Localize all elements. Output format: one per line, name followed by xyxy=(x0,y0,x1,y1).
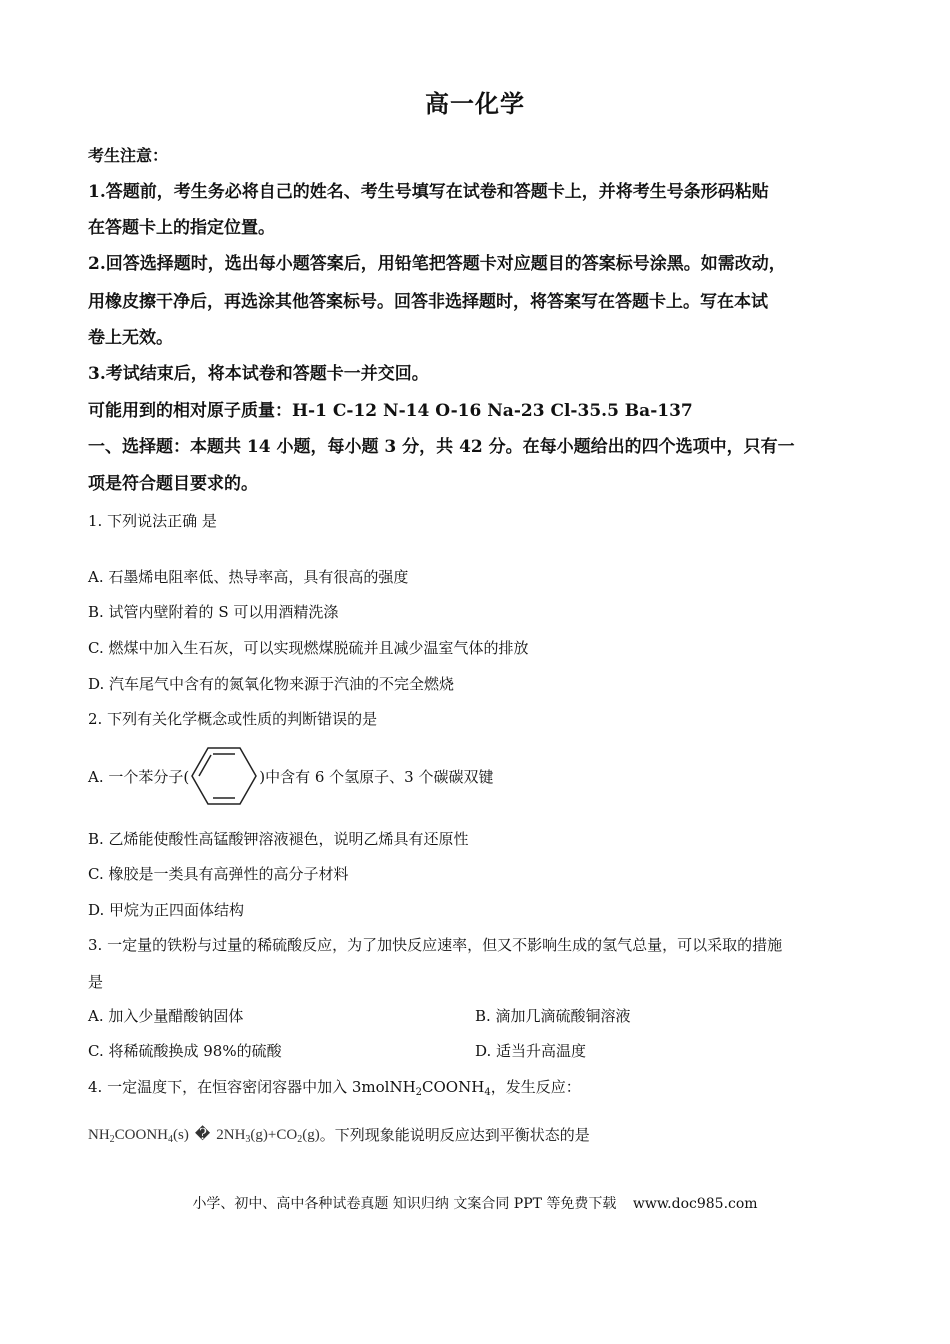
q3-stem-b: 是 xyxy=(88,973,104,991)
footer-text: 小学、初中、高中各种试卷真题 知识归纳 文案合同 PPT 等免费下载 xyxy=(192,1196,617,1212)
q1-option-d: D. 汽车尾气中含有的氮氧化物来源于汽油的不完全燃烧 xyxy=(88,675,455,693)
q4-stem-text: 4. 一定温度下，在恒容密闭容器中加入 3molNH xyxy=(88,1078,416,1096)
q4-stem-sub: 2 xyxy=(415,1087,423,1098)
equation-term: 2NH xyxy=(216,1126,246,1143)
equation-term: (g) xyxy=(302,1126,320,1143)
equation-sub: 2 xyxy=(109,1133,115,1145)
q4-stem xyxy=(88,1076,581,1098)
equation-sub: 2 xyxy=(297,1133,303,1145)
q4-stem-sub: 4 xyxy=(484,1087,491,1098)
q4-equation-line xyxy=(88,1124,590,1145)
q1-option-c: C. 燃煤中加入生石灰，可以实现燃煤脱硫并且减少温室气体的排放 xyxy=(88,639,529,657)
benzene-structure-icon xyxy=(189,745,259,807)
q2-stem: 2. 下列有关化学概念或性质的判断错误的是 xyxy=(88,710,378,728)
q3-option-d: D. 适当升高温度 xyxy=(475,1042,587,1060)
q2-option-a-suffix: )中含有 6 个氢原子、3 个碳碳双键 xyxy=(259,767,494,786)
q2-option-a-prefix: A. 一个苯分子( xyxy=(88,767,190,786)
q2-option-b: B. 乙烯能使酸性高锰酸钾溶液褪色，说明乙烯具有还原性 xyxy=(88,830,469,848)
q3-option-c: C. 将稀硫酸换成 98%的硫酸 xyxy=(88,1042,282,1060)
notice-heading: 考生注意： xyxy=(88,146,169,165)
equation-term: NH xyxy=(88,1126,110,1143)
notice-line-2b: 用橡皮擦干净后，再选涂其他答案标号。回答非选择题时，将答案写在答题卡上。写在本试 xyxy=(88,292,768,312)
section-heading-b: 项是符合题目要求的。 xyxy=(88,474,258,494)
q2-option-c: C. 橡胶是一类具有高弹性的高分子材料 xyxy=(88,865,349,883)
equation-term: COONH xyxy=(114,1126,169,1143)
notice-line-1a: 1.答题前，考生务必将自己的姓名、考生号填写在试卷和答题卡上，并将考生号条形码粘贴 xyxy=(88,182,769,202)
equation-term: (g)+CO xyxy=(250,1126,298,1143)
notice-line-2c: 卷上无效。 xyxy=(88,328,173,348)
atomic-masses: 可能用到的相对原子质量：H-1 C-12 N-14 O-16 Na-23 Cl-35.5 Ba-137 xyxy=(88,401,693,421)
q1-option-b: B. 试管内壁附着的 S 可以用酒精洗涤 xyxy=(88,603,339,621)
section-heading-a: 一、选择题：本题共 14 小题，每小题 3 分，共 42 分。在每小题给出的四个选项中，只有一 xyxy=(88,437,795,457)
q3-option-b: B. 滴加几滴硫酸铜溶液 xyxy=(475,1007,631,1025)
equilibrium-arrow: � xyxy=(194,1126,211,1143)
q4-stem-text: ，发生反应： xyxy=(490,1078,581,1096)
q3-option-a: A. 加入少量醋酸钠固体 xyxy=(88,1007,244,1025)
reaction-equation xyxy=(88,1125,320,1145)
notice-line-3: 3.考试结束后，将本试卷和答题卡一并交回。 xyxy=(88,364,429,384)
page-footer xyxy=(0,1193,950,1213)
q1-option-a: A. 石墨烯电阻率低、热导率高，具有很高的强度 xyxy=(88,568,409,586)
q2-option-d: D. 甲烷为正四面体结构 xyxy=(88,901,245,919)
equation-term: (s) xyxy=(173,1126,189,1143)
q4-stem-end: 。下列现象能说明反应达到平衡状态的是 xyxy=(319,1126,590,1144)
q2-option-a xyxy=(88,740,493,812)
equation-sub: 4 xyxy=(168,1133,174,1145)
notice-line-1b: 在答题卡上的指定位置。 xyxy=(88,218,275,238)
page-title: 高一化学 xyxy=(425,89,525,118)
q4-stem-text: COONH xyxy=(422,1078,485,1096)
q1-stem: 1. 下列说法正确 是 xyxy=(88,512,217,530)
equation-sub: 3 xyxy=(245,1133,251,1145)
footer-site-link[interactable]: www.doc985.com xyxy=(632,1196,758,1212)
notice-line-2a: 2.回答选择题时，选出每小题答案后，用铅笔把答题卡对应题目的答案标号涂黑。如需改动， xyxy=(88,254,786,274)
q3-stem-a: 3. 一定量的铁粉与过量的稀硫酸反应，为了加快反应速率，但又不影响生成的氢气总量，可以采取的措施 xyxy=(88,936,783,954)
